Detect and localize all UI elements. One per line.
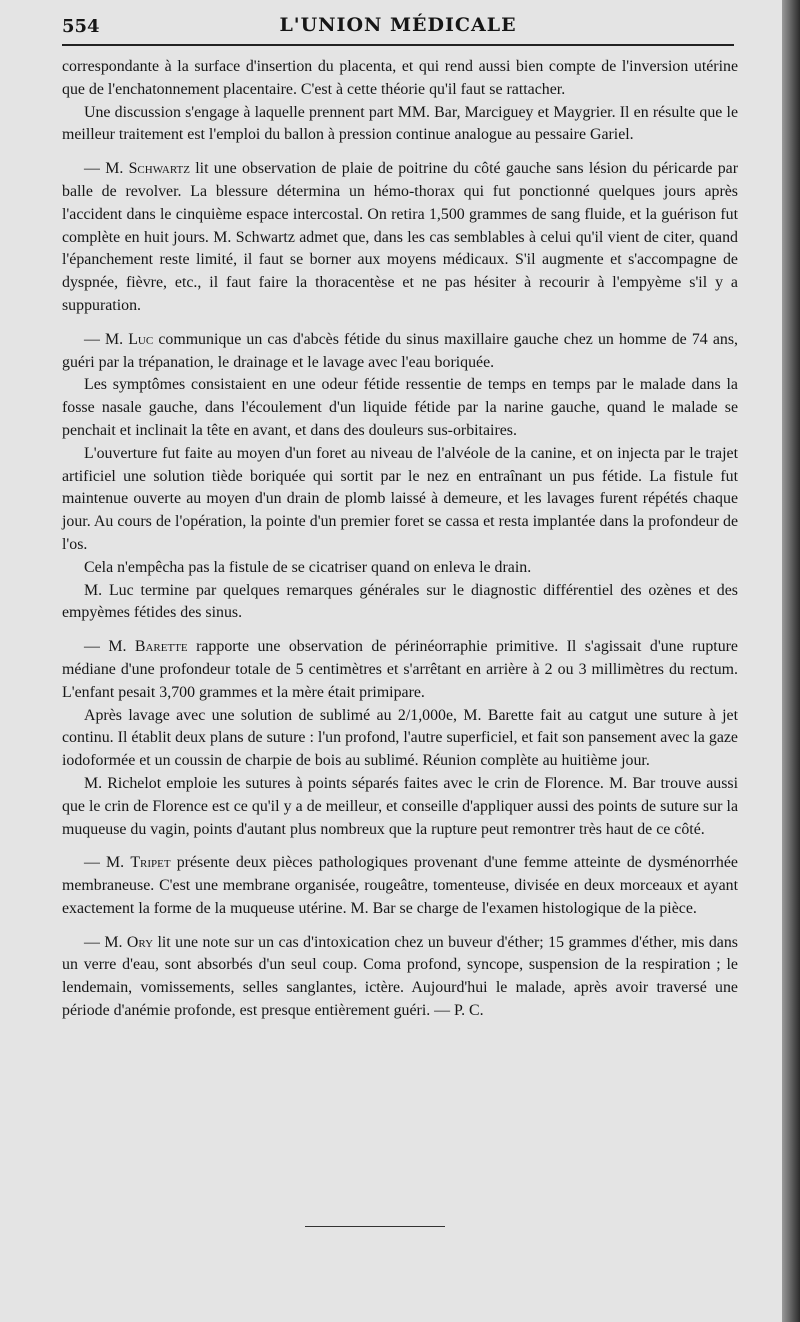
paragraph	[62, 852, 738, 920]
paragraph	[62, 374, 738, 442]
paragraph	[62, 557, 738, 580]
text-run: M. Richelot emploie les sutures à points séparés faites avec le crin de Florence. M. Bar trouve aussi que le crin de Florence est ce qu'il y a de meilleur, et conseille d'appliquer aussi des points de suture sur la muqueuse du vagin, points d'autant plus nombreux que la rupture peut remontrer très haut de ce côté.	[62, 774, 738, 838]
header-rule	[62, 44, 734, 46]
text-run: Cela n'empêcha pas la fistule de se cicatriser quand on enleva le drain.	[84, 558, 532, 576]
end-rule	[305, 1226, 445, 1227]
text-run: rapporte une observation de périnéorraphie primitive. Il s'agissait d'une rupture médiane d'une profondeur totale de 5 centimètres et s'arrêtant en arrière à 2 ou 3 millimètres du rectum. L'enfant pesait 3,700 grammes et la mère était primipare.	[62, 638, 738, 701]
paragraph	[62, 56, 738, 102]
text-run: — M.	[84, 854, 131, 872]
page-header	[62, 14, 734, 44]
text-run: — M.	[84, 330, 129, 348]
text-run: Les symptômes consistaient en une odeur fétide ressentie de temps en temps par le malade dans la fosse nasale gauche, dans l'écoulement d'un liquide fétide par la narine gauche, quand le malade se penchait et inclinait la tête en avant, et dans des douleurs sus-orbitaires.	[62, 376, 738, 439]
paragraph	[62, 773, 738, 841]
speaker-name: Schwartz	[128, 160, 190, 178]
text-run: — M.	[84, 160, 129, 178]
speaker-name: Tripet	[130, 854, 171, 872]
paragraph	[62, 636, 738, 704]
text-run: Après lavage avec une solution de sublimé au 2/1,000e, M. Barette fait au catgut une suture à jet continu. Il établit deux plans de suture : l'un profond, l'autre superficiel, et fait son pansement avec la gaze iodoformée et un coussin de charpie de bois au sublimé. Réunion complète au huitième jour.	[62, 706, 738, 770]
article-body	[62, 56, 738, 1023]
text-run: Une discussion s'engage à laquelle prennent part MM. Bar, Marciguey et Maygrier. Il en résulte que le meilleur traitement est l'emploi du ballon à pression continue analogue au pessaire Gariel.	[62, 103, 738, 144]
paragraph	[62, 580, 738, 626]
page-number: 554	[62, 16, 100, 37]
paragraph	[62, 329, 738, 375]
text-run: lit une observation de plaie de poitrine du côté gauche sans lésion du péricarde par balle de revolver. La blessure détermina un hémo-thorax qui fut ponctionné quelques jours après l'accident dans le cinquième espace intercostal. On retira 1,500 grammes de sang fluide, et la guérison fut complète en huit jours. M. Schwartz admet que, dans les cas semblables à celui qu'il vient de citer, quand l'épanchement reste limité, il faut se borner aux moyens médicaux. S'il augmente et s'accompagne de dyspnée, fièvre, etc., il faut faire la thoracentèse et ne pas hésiter à recourir à l'empyème s'il y a suppuration.	[62, 160, 738, 314]
speaker-name: Barette	[134, 638, 188, 656]
text-run: communique un cas d'abcès fétide du sinus maxillaire gauche chez un homme de 74 ans, guéri par la trépanation, le drainage et le lavage avec l'eau boriquée.	[62, 330, 738, 371]
text-run: lit une note sur un cas d'intoxication chez un buveur d'éther; 15 grammes d'éther, mis dans un verre d'eau, sont absorbés d'un seul coup. Coma profond, syncope, suspension de la respiration ; le lendemain, vomissements, selles sanglantes, ictère. Aujourd'hui le malade, après avoir traversé une période d'anémie profonde, est presque entièrement guéri. — P. C.	[62, 933, 738, 1020]
page-edge-shadow	[782, 0, 800, 1322]
text-run: L'ouverture fut faite au moyen d'un foret au niveau de l'alvéole de la canine, et on injecta par le trajet artificiel une solution tiède boriquée qui sortit par le nez en entraînant un pus fétide. La fistule fut maintenue ouverte au moyen d'un drain de plomb laissé à demeure, et les lavages furent répétés chaque jour. Au cours de l'opération, la pointe d'un premier foret se cassa et resta implantée dans la profondeur de l'os.	[62, 444, 738, 553]
text-run: présente deux pièces pathologiques provenant d'une femme atteinte de dysménorrhée membraneuse. C'est une membrane organisée, rougeâtre, tomenteuse, divisée en deux morceaux et ayant exactement la forme de la muqueuse utérine. M. Bar se charge de l'examen histologique de la pièce.	[62, 854, 738, 917]
speaker-name: Luc	[128, 330, 154, 348]
text-run: correspondante à la surface d'insertion du placenta, et qui rend aussi bien compte de l'inversion utérine que de l'enchatonnement placentaire. C'est à cette théorie qu'il faut se rattacher.	[62, 58, 738, 98]
paragraph	[62, 158, 738, 318]
paragraph	[62, 705, 738, 773]
paragraph	[62, 932, 738, 1023]
paragraph	[62, 102, 738, 148]
speaker-name: Ory	[126, 933, 154, 951]
paragraph	[62, 443, 738, 557]
journal-title: L'UNION MÉDICALE	[279, 14, 517, 36]
text-run: — M.	[84, 638, 135, 656]
text-run: — M.	[84, 933, 127, 951]
text-run: M. Luc termine par quelques remarques générales sur le diagnostic différentiel des ozènes et des empyèmes fétides des sinus.	[62, 581, 738, 622]
